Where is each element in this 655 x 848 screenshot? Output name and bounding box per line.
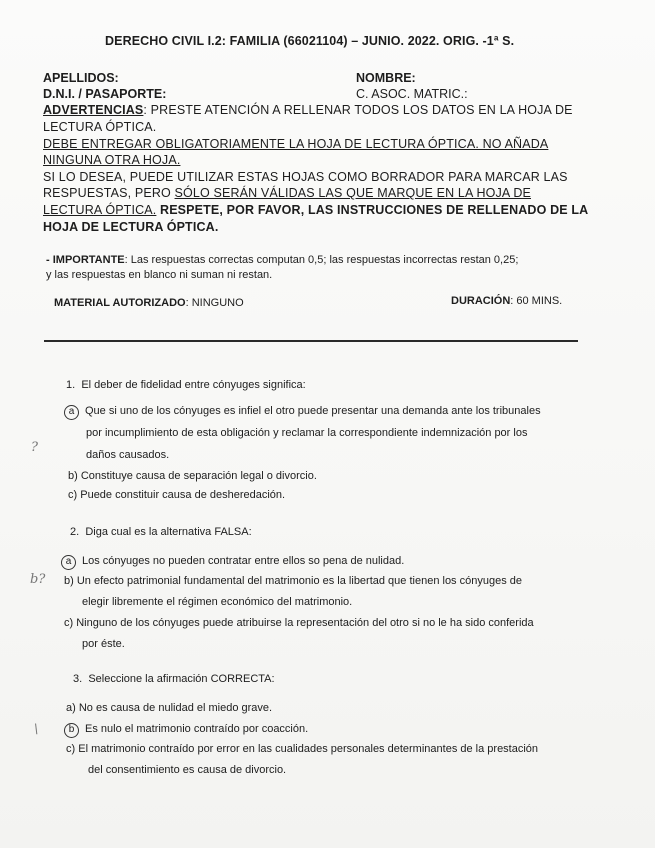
warnings-line-3: DEBE ENTREGAR OBLIGATORIAMENTE LA HOJA DE LECTURA ÓPTICA. NO AÑADA bbox=[43, 137, 549, 151]
question-2-text: Diga cual es la alternativa FALSA: bbox=[85, 526, 252, 538]
material-label: MATERIAL AUTORIZADO bbox=[54, 297, 186, 309]
important-line-1 bbox=[46, 254, 518, 266]
question-1 bbox=[66, 379, 306, 391]
apellidos-label: APELLIDOS: bbox=[43, 71, 119, 85]
q2-c-letter: c) bbox=[64, 617, 74, 629]
warnings-line-8: HOJA DE LECTURA ÓPTICA. bbox=[43, 220, 219, 234]
warnings-text-1: : PRESTE ATENCIÓN A RELLENAR TODOS LOS DATOS EN LA HOJA DE bbox=[143, 103, 573, 117]
important-label: - IMPORTANTE bbox=[46, 254, 125, 266]
q3-a-text: No es causa de nulidad el miedo grave. bbox=[78, 702, 273, 714]
question-2-number: 2. bbox=[70, 526, 80, 538]
question-3-text: Seleccione la afirmación CORRECTA: bbox=[88, 673, 275, 685]
question-2 bbox=[70, 526, 252, 538]
question-1-text: El deber de fidelidad entre cónyuges significa: bbox=[81, 379, 306, 391]
q3-option-c[interactable] bbox=[66, 743, 538, 755]
question-3-number: 3. bbox=[73, 673, 83, 685]
warnings-text-6a: RESPUESTAS, PERO bbox=[43, 186, 175, 200]
question-3 bbox=[73, 673, 275, 685]
q2-option-b[interactable] bbox=[64, 575, 522, 587]
q1-b-letter: b) bbox=[68, 470, 78, 482]
q3-circled-letter: b bbox=[64, 723, 79, 738]
duration-value: : 60 MINS. bbox=[510, 295, 563, 307]
q1-a-line-1: Que si uno de los cónyuges es infiel el otro puede presentar una demanda ante los tribunales bbox=[85, 405, 541, 417]
nombre-label: NOMBRE: bbox=[356, 71, 416, 85]
q3-c-line-2: del consentimiento es causa de divorcio. bbox=[88, 764, 287, 776]
q3-a-letter: a) bbox=[66, 702, 76, 714]
material-value: : NINGUNO bbox=[185, 297, 244, 309]
q2-c-line-2: por éste. bbox=[82, 638, 125, 650]
duration-line bbox=[451, 295, 562, 307]
important-text-1: : Las respuestas correctas computan 0,5; las respuestas incorrectas restan 0,25; bbox=[124, 254, 519, 266]
warnings-line-1 bbox=[43, 103, 573, 117]
handwritten-mark-1: ? bbox=[31, 440, 38, 455]
q2-b-line-2: elegir libremente el régimen económico del matrimonio. bbox=[82, 596, 353, 608]
important-line-2: y las respuestas en blanco ni suman ni restan. bbox=[46, 269, 273, 281]
dni-label: D.N.I. / PASAPORTE: bbox=[43, 87, 167, 101]
q1-b-text: Constituye causa de separación legal o divorcio. bbox=[80, 470, 317, 482]
q3-b-text: Es nulo el matrimonio contraído por coacción. bbox=[85, 723, 309, 735]
q2-circled-letter: a bbox=[61, 555, 76, 570]
handwritten-mark-3: \ bbox=[34, 722, 39, 737]
q2-b-line-1: Un efecto patrimonial fundamental del matrimonio es la libertad que tienen los cónyuges de bbox=[76, 575, 522, 587]
q1-c-text: Puede constituir causa de desheredación. bbox=[80, 489, 286, 501]
warnings-line-2: LECTURA ÓPTICA. bbox=[43, 120, 157, 134]
q1-option-b[interactable] bbox=[68, 470, 317, 482]
warnings-label: ADVERTENCIAS bbox=[43, 103, 144, 117]
separator-rule bbox=[44, 340, 578, 342]
q1-a-line-2: por incumplimiento de esta obligación y reclamar la correspondiente indemnización por los bbox=[86, 427, 528, 439]
q2-c-line-1: Ninguno de los cónyuges puede atribuirse la representación del otro si no le ha sido conferida bbox=[76, 617, 534, 629]
warnings-line-5: SI LO DESEA, PUEDE UTILIZAR ESTAS HOJAS COMO BORRADOR PARA MARCAR LAS bbox=[43, 170, 568, 184]
warnings-line-4: NINGUNA OTRA HOJA. bbox=[43, 153, 181, 167]
exam-title: DERECHO CIVIL I.2: FAMILIA (66021104) – JUNIO. 2022. ORIG. -1ª S. bbox=[105, 34, 515, 48]
q3-option-a[interactable] bbox=[66, 702, 272, 714]
q1-a-line-3: daños causados. bbox=[86, 449, 170, 461]
q3-c-letter: c) bbox=[66, 743, 76, 755]
q1-c-letter: c) bbox=[68, 489, 78, 501]
q1-circled-letter: a bbox=[64, 405, 79, 420]
q2-b-letter: b) bbox=[64, 575, 74, 587]
q1-option-a[interactable] bbox=[64, 405, 541, 420]
question-1-number: 1. bbox=[66, 379, 76, 391]
warnings-text-7a: LECTURA ÓPTICA. bbox=[43, 203, 157, 217]
q2-a-text: Los cónyuges no pueden contratar entre ellos so pena de nulidad. bbox=[82, 555, 405, 567]
q3-option-b[interactable] bbox=[64, 723, 308, 738]
warnings-line-6 bbox=[43, 186, 531, 200]
q2-option-a[interactable] bbox=[61, 555, 404, 570]
warnings-text-6b: SÓLO SERÁN VÁLIDAS LAS QUE MARQUE EN LA HOJA DE bbox=[174, 186, 531, 200]
duration-label: DURACIÓN bbox=[451, 295, 511, 307]
asoc-label: C. ASOC. MATRIC.: bbox=[356, 87, 468, 101]
material-line bbox=[54, 297, 244, 309]
q2-option-c[interactable] bbox=[64, 617, 534, 629]
q1-option-c[interactable] bbox=[68, 489, 285, 501]
q3-c-line-1: El matrimonio contraído por error en las cualidades personales determinantes de la prestación bbox=[78, 743, 539, 755]
warnings-line-7 bbox=[43, 203, 588, 217]
warnings-text-7b: RESPETE, POR FAVOR, LAS INSTRUCCIONES DE RELLENADO DE LA bbox=[156, 203, 589, 217]
handwritten-mark-2: b? bbox=[30, 572, 46, 587]
